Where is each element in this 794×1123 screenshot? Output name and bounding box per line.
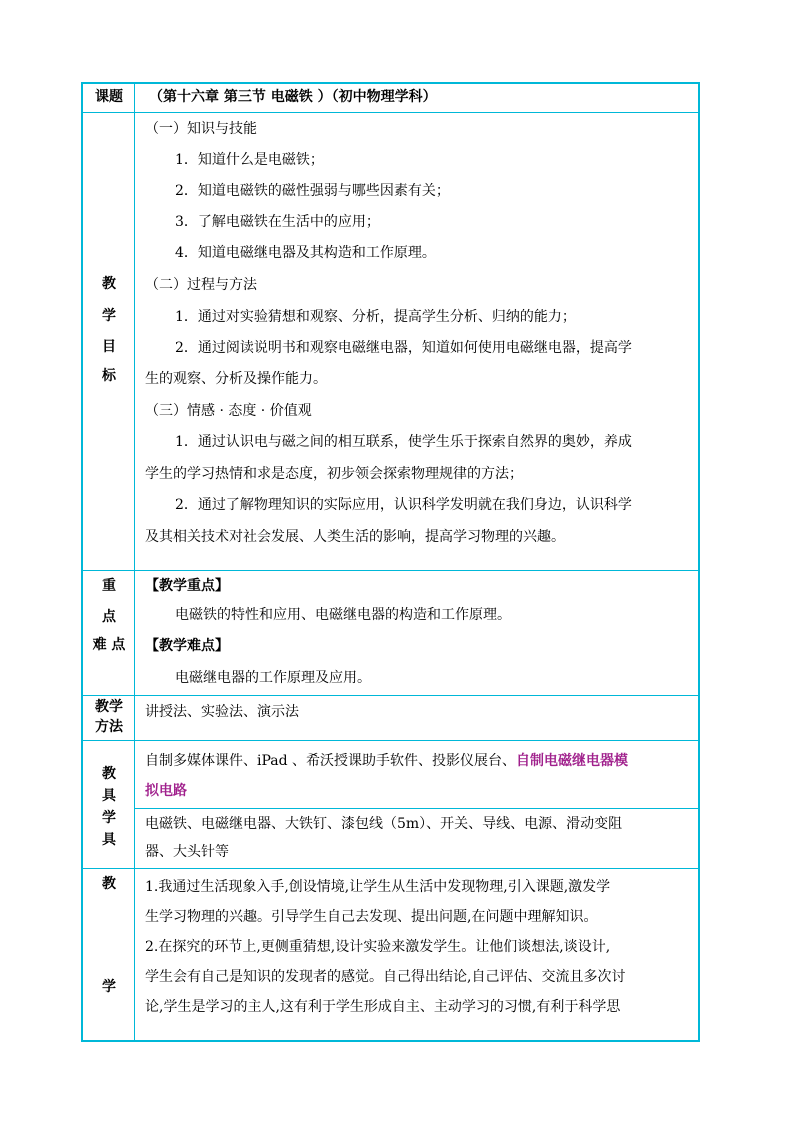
teaching-line: 生学习物理的兴趣。引导学生自己去发现、提出问题,在问题中理解知识。 <box>145 909 598 925</box>
tools-label-char: 教 <box>102 766 116 782</box>
key-points-label-char: 难 点 <box>92 637 126 653</box>
objective-line: 2．通过阅读说明书和观察电磁继电器，知道如何使用电磁继电器，提高学 <box>175 340 632 356</box>
objective-line: 3．了解电磁铁在生活中的应用； <box>175 214 380 230</box>
key-points-label-char: 重 <box>102 578 116 594</box>
objective-line: 生的观察、分析及操作能力。 <box>145 371 327 387</box>
student-tools-cell <box>135 808 698 868</box>
objectives-label-cell <box>83 112 135 570</box>
objective-heading-process: （二）过程与方法 <box>145 277 257 293</box>
key-points-content <box>135 570 698 695</box>
teaching-label-char: 教 <box>102 876 116 892</box>
methods-label-line: 方法 <box>95 719 123 735</box>
teaching-line: 论,学生是学习的主人,这有利于学生形成自主、主动学习的习惯,有利于科学思 <box>145 999 621 1015</box>
tools-label-char: 具 <box>102 788 116 804</box>
difficult-text: 电磁继电器的工作原理及应用。 <box>175 670 371 686</box>
key-text: 电磁铁的特性和应用、电磁继电器的构造和工作原理。 <box>175 607 511 623</box>
tools-label-cell <box>83 740 135 868</box>
tools-label-char: 具 <box>102 832 116 848</box>
lesson-plan-table <box>81 82 700 1042</box>
tools-row <box>83 740 698 869</box>
teaching-label-cell <box>83 868 135 1042</box>
student-tools-line: 器、大头针等 <box>145 844 229 860</box>
objectives-content <box>135 112 698 570</box>
teacher-tools-line <box>145 750 628 772</box>
objective-line: 2．通过了解物理知识的实际应用，认识科学发明就在我们身边，认识科学 <box>175 497 632 513</box>
objective-line: 1．通过对实验猜想和观察、分析，提高学生分析、归纳的能力； <box>175 309 576 325</box>
key-heading: 【教学重点】 <box>145 578 229 594</box>
difficult-heading: 【教学难点】 <box>145 638 229 654</box>
objective-line: 学生的学习热情和求是态度，初步领会探索物理规律的方法； <box>145 466 523 482</box>
objective-line: 1．知道什么是电磁铁； <box>175 152 324 168</box>
teacher-tools-text: 自制多媒体课件、iPad 、希沃授课助手软件、投影仪展台、 <box>145 753 517 769</box>
objectives-label-char: 教 <box>102 276 116 292</box>
objective-heading-emotion: （三）情感 · 态度 · 价值观 <box>145 403 312 419</box>
teaching-line: 1.我通过生活现象入手,创设情境,让学生从生活中发现物理,引入课题,激发学 <box>145 879 611 895</box>
tools-label-char: 学 <box>102 810 116 826</box>
key-points-label-cell <box>83 570 135 695</box>
student-tools-line: 电磁铁、电磁继电器、大铁钉、漆包线（5m）、开关、导线、电源、滑动变阻 <box>145 816 623 832</box>
methods-label-cell <box>83 695 135 740</box>
objective-line: 1．通过认识电与磁之间的相互联系，使学生乐于探索自然界的奥妙，养成 <box>175 434 632 450</box>
methods-row <box>83 695 698 741</box>
methods-text: 讲授法、实验法、演示法 <box>145 704 299 720</box>
objective-line: 及其相关技术对社会发展、人类生活的影响，提高学习物理的兴趣。 <box>145 529 565 545</box>
title-label-cell <box>83 84 135 112</box>
key-points-row <box>83 570 698 696</box>
lesson-title: （第十六章 第三节 电磁铁 ）（初中物理学科） <box>149 89 437 105</box>
objectives-row <box>83 112 698 571</box>
title-row <box>83 84 698 113</box>
teaching-line: 2.在探究的环节上,更侧重猜想,设计实验来激发学生。让他们谈想法,谈设计, <box>145 939 611 955</box>
objectives-label-char: 学 <box>102 308 116 324</box>
objectives-label-char: 标 <box>102 368 116 384</box>
objective-line: 4．知道电磁继电器及其构造和工作原理。 <box>175 245 436 261</box>
teacher-tools-highlight-cont: 拟电路 <box>145 783 187 799</box>
key-points-label-char: 点 <box>102 609 116 625</box>
teaching-line: 学生会有自己是知识的发现者的感觉。自己得出结论,自己评估、交流且多次讨 <box>145 969 626 985</box>
objectives-label-char: 目 <box>102 339 116 355</box>
teaching-content <box>135 868 698 1042</box>
methods-label-line: 教学 <box>95 699 123 715</box>
objective-line: 2．知道电磁铁的磁性强弱与哪些因素有关； <box>175 183 450 199</box>
teacher-tools-highlight: 自制电磁继电器模 <box>516 753 629 769</box>
title-label: 课题 <box>95 89 123 105</box>
teaching-row <box>83 868 698 1042</box>
teacher-tools-cell <box>135 740 698 809</box>
teaching-label-char: 学 <box>102 979 116 995</box>
objective-heading-knowledge: （一）知识与技能 <box>145 121 257 137</box>
